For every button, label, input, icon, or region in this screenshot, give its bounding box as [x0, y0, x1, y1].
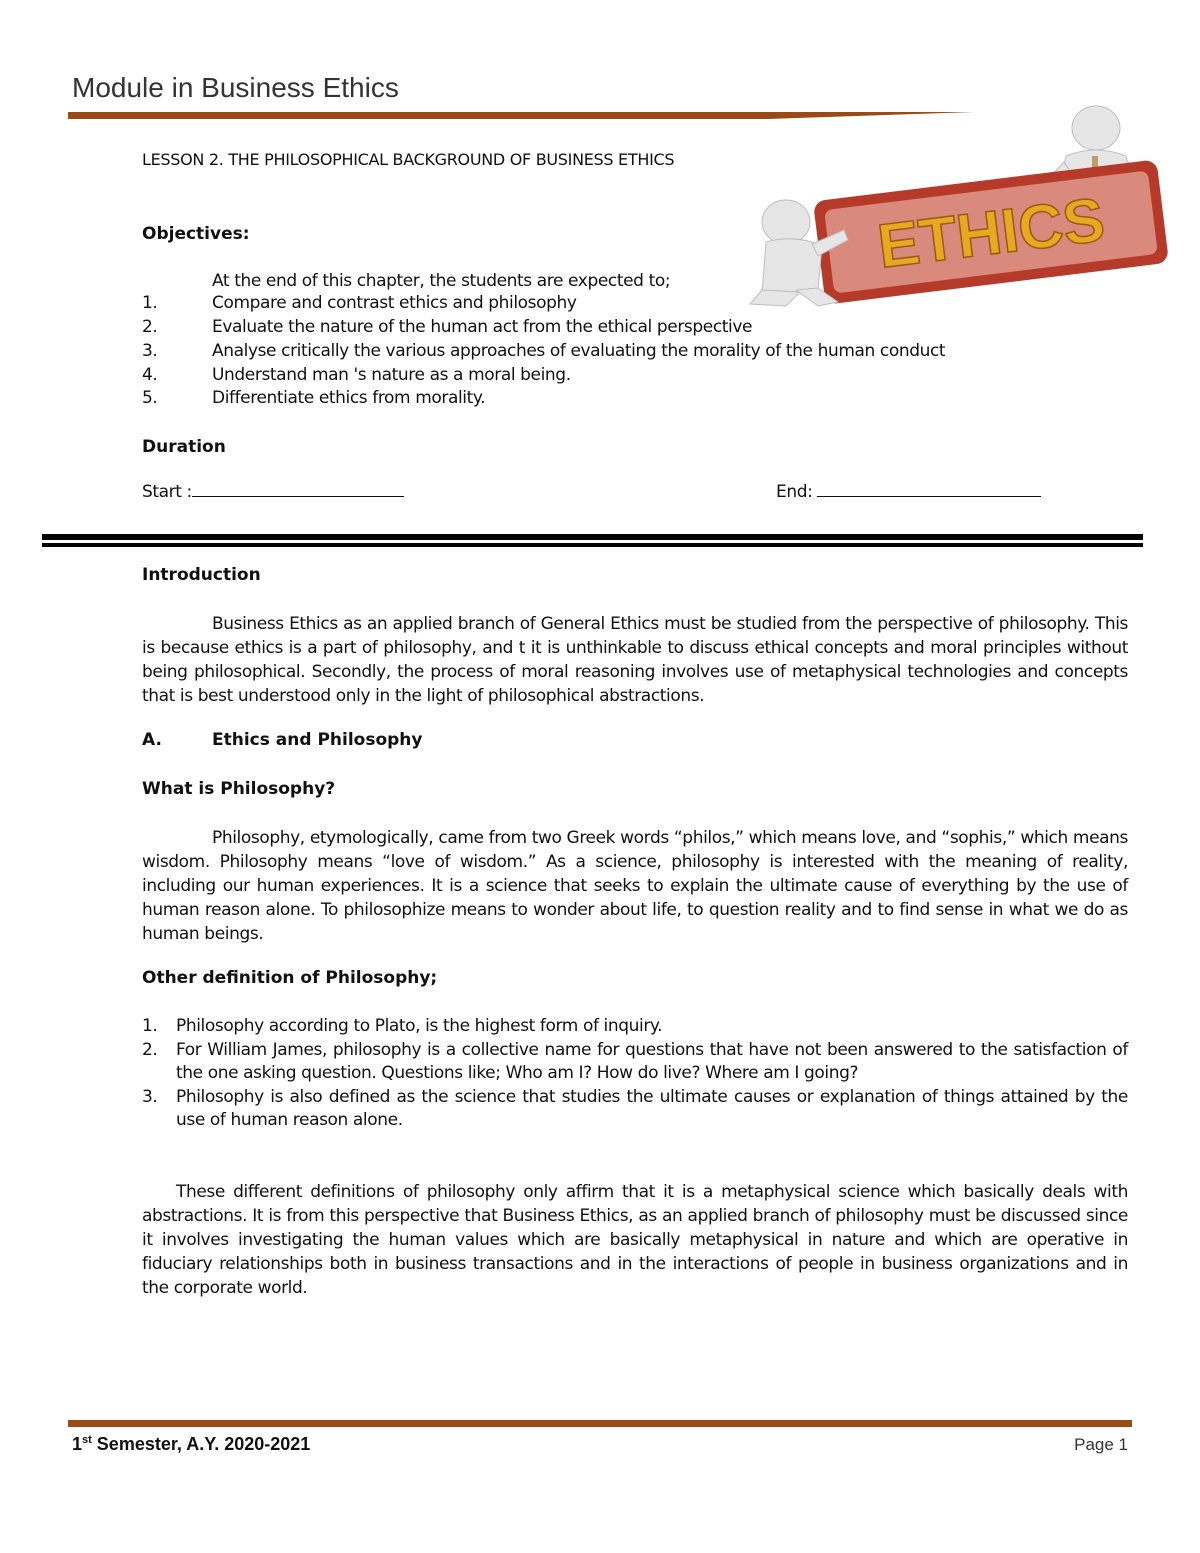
footer-rule: [68, 1420, 1132, 1427]
module-title: Module in Business Ethics: [72, 72, 399, 103]
semester-ordinal-suffix: st: [82, 1434, 92, 1446]
semester-ordinal: 1: [72, 1434, 83, 1454]
objective-item: [142, 317, 752, 337]
objective-item: [142, 388, 485, 408]
start-label: Start :: [142, 482, 192, 502]
duration-end: [776, 478, 1041, 504]
ethics-illustration: [726, 104, 1172, 310]
section-a-title: Ethics and Philosophy: [212, 730, 423, 750]
what-is-philosophy-heading: What is Philosophy?: [142, 779, 336, 799]
definition-number: 2.: [142, 1040, 158, 1060]
what-is-philosophy-paragraph: Philosophy, etymologically, came from two Greek words “philos,” which means love, and “sophis,” which means wisdom. Philosophy means “love of wisdom.” As a science, philosophy is interested with the meaning of reality, including our human experiences. It is a science that seeks to explain the ultimate cause of everything by the use of human reason alone. To philosophize means to wonder about life, to question reality and to find sense in what we do as human beings.: [142, 828, 1128, 944]
objectives-heading: Objectives:: [142, 224, 250, 244]
section-a-letter: A.: [142, 730, 162, 750]
definition-list-item: [142, 1039, 1128, 1085]
objective-text: Analyse critically the various approaches of evaluating the morality of the human conduct: [212, 341, 946, 361]
definition-text: Philosophy is also defined as the science that studies the ultimate causes or explanation of things attained by the use of human reason alone.: [176, 1087, 1128, 1130]
duration-heading: Duration: [142, 437, 226, 457]
other-definition-heading: Other definition of Philosophy;: [142, 968, 438, 988]
definition-list-item: [142, 1086, 1128, 1132]
definition-number: 3.: [142, 1087, 158, 1107]
objective-text: Differentiate ethics from morality.: [212, 388, 486, 408]
semester-text: Semester, A.Y. 2020-2021: [91, 1434, 311, 1454]
objective-number: 2.: [142, 317, 158, 337]
objective-item: [142, 341, 945, 361]
definition-number: 1.: [142, 1016, 158, 1036]
footer-semester: [72, 1434, 310, 1455]
objective-number: 5.: [142, 388, 158, 408]
end-input-line[interactable]: [817, 478, 1041, 497]
section-divider-bottom: [42, 543, 1143, 547]
page-number: Page 1: [1074, 1435, 1128, 1454]
objective-number: 3.: [142, 341, 158, 361]
ethics-sign: [813, 159, 1169, 304]
closing-paragraph: These different definitions of philosophy only affirm that it is a metaphysical science which basically deals with abstractions. It is from this perspective that Business Ethics, as an applied branch of philosophy must be discussed since it involves investigating the human values which are basically metaphysical in nature and which are operative in fiduciary relationships both in business transactions and in the interactions of people in business organizations and in the corporate world.: [142, 1182, 1128, 1298]
introduction-paragraph: Business Ethics as an applied branch of General Ethics must be studied from the perspective of philosophy. This is because ethics is a part of philosophy, and t it is unthinkable to discuss ethical concepts and moral principles without being philosophical. Secondly, the process of moral reasoning involves use of metaphysical technologies and concepts that is best understood only in the light of philosophical abstractions.: [142, 614, 1128, 706]
objective-item: [142, 293, 577, 313]
section-divider-top: [42, 534, 1143, 540]
objective-item: [142, 365, 571, 385]
objective-number: 4.: [142, 365, 158, 385]
definition-text: For William James, philosophy is a collective name for questions that have not been answered to the satisfaction of the one asking question. Questions like; Who am I? How do live? Where am I going?: [176, 1040, 1128, 1083]
objectives-intro: At the end of this chapter, the students are expected to;: [212, 271, 671, 291]
introduction-heading: Introduction: [142, 565, 261, 585]
definition-list-item: [142, 1015, 1128, 1038]
objective-text: Compare and contrast ethics and philosophy: [212, 293, 577, 313]
start-input-line[interactable]: [192, 478, 404, 497]
lesson-title: LESSON 2. THE PHILOSOPHICAL BACKGROUND OF BUSINESS ETHICS: [142, 150, 675, 169]
duration-start: [142, 478, 404, 504]
objective-text: Understand man 's nature as a moral being.: [212, 365, 571, 385]
ethics-sign-text: ETHICS: [874, 185, 1109, 282]
end-label: End:: [776, 482, 818, 502]
objective-text: Evaluate the nature of the human act from the ethical perspective: [212, 317, 753, 337]
definition-text: Philosophy according to Plato, is the highest form of inquiry.: [176, 1016, 663, 1036]
objective-number: 1.: [142, 293, 158, 313]
